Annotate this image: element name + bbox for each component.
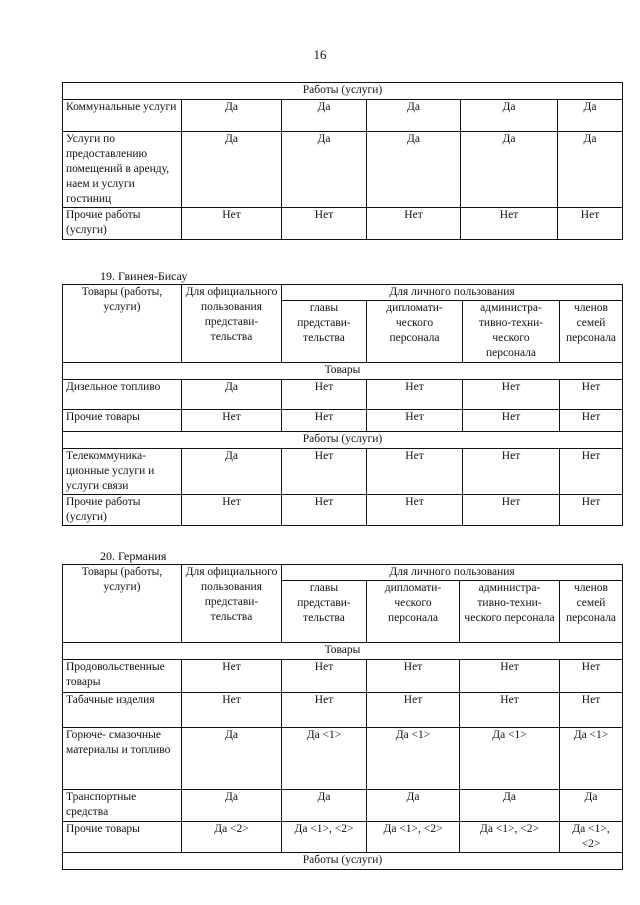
cell-diplomatic: Нет	[367, 410, 463, 432]
cell-official: Да	[182, 728, 282, 790]
row-label: Продовольственные товары	[63, 660, 182, 693]
row-label: Прочие работы (услуги)	[63, 208, 182, 240]
cell-family: Да	[558, 132, 623, 208]
cell-official: Да	[182, 449, 282, 495]
table-row	[63, 693, 623, 728]
cell-admin: Да <1>, <2>	[460, 822, 560, 853]
cell-diplomatic: Нет	[367, 693, 460, 728]
row-label: Услуги по предоставлению помещений в аренду, наем и услуги гостиниц	[63, 132, 182, 208]
cell-official: Да	[182, 380, 282, 410]
table-row	[63, 208, 623, 240]
cell-admin: Нет	[461, 208, 558, 240]
cell-head: Нет	[282, 495, 367, 526]
section-goods-header: Товары	[63, 643, 623, 660]
table-guinea-bissau	[62, 284, 623, 526]
cell-head: Да	[282, 132, 367, 208]
cell-head: Да <1>, <2>	[282, 822, 367, 853]
row-label: Коммунальные услуги	[63, 100, 182, 132]
table-row	[63, 380, 623, 410]
cell-family: Да	[560, 790, 623, 822]
header-head: главы представи- тельства	[282, 581, 367, 643]
section-works-header: Работы (услуги)	[63, 432, 623, 449]
header-personal: Для личного пользования	[282, 285, 623, 301]
header-official: Для официального пользования представи- тельства	[182, 285, 282, 363]
cell-admin: Нет	[463, 495, 560, 526]
table-row	[63, 410, 623, 432]
header-diplomatic: дипломати- ческого персонала	[367, 301, 463, 363]
cell-family: Нет	[560, 660, 623, 693]
cell-diplomatic: Да	[367, 132, 461, 208]
cell-diplomatic: Нет	[367, 660, 460, 693]
header-official: Для официального пользования представи- тельства	[182, 565, 282, 643]
cell-family: Нет	[560, 449, 623, 495]
cell-diplomatic: Нет	[367, 495, 463, 526]
table-row	[63, 495, 623, 526]
header-admin: администра- тивно-техни- ческого персонала	[460, 581, 560, 643]
cell-admin: Да	[461, 100, 558, 132]
row-label: Прочие товары	[63, 822, 182, 853]
row-label: Прочие товары	[63, 410, 182, 432]
header-row	[63, 565, 623, 581]
table-row	[63, 822, 623, 853]
header-goods: Товары (работы, услуги)	[63, 565, 182, 643]
cell-head: Нет	[282, 380, 367, 410]
section-caption-guinea-bissau: 19. Гвинея-Бисау	[100, 269, 188, 283]
cell-head: Да <1>	[282, 728, 367, 790]
cell-diplomatic: Нет	[367, 208, 461, 240]
cell-diplomatic: Нет	[367, 380, 463, 410]
header-diplomatic: дипломати- ческого персонала	[367, 581, 460, 643]
cell-family: Нет	[558, 208, 623, 240]
header-head: главы представи- тельства	[282, 301, 367, 363]
header-admin: администра- тивно-техни- ческого персонала	[463, 301, 560, 363]
row-label: Дизельное топливо	[63, 380, 182, 410]
cell-official: Нет	[182, 495, 282, 526]
cell-admin: Да <1>	[460, 728, 560, 790]
header-personal: Для личного пользования	[282, 565, 623, 581]
cell-diplomatic: Да	[367, 100, 461, 132]
cell-head: Да	[282, 790, 367, 822]
row-label: Прочие работы (услуги)	[63, 495, 182, 526]
header-goods: Товары (работы, услуги)	[63, 285, 182, 363]
section-goods-header: Товары	[63, 363, 623, 380]
cell-diplomatic: Да	[367, 790, 460, 822]
cell-family: Нет	[560, 495, 623, 526]
cell-admin: Нет	[463, 410, 560, 432]
cell-official: Нет	[182, 693, 282, 728]
row-label: Транспортные средства	[63, 790, 182, 822]
row-label: Горюче- смазочные материалы и топливо	[63, 728, 182, 790]
cell-official: Да <2>	[182, 822, 282, 853]
cell-head: Нет	[282, 449, 367, 495]
table-row	[63, 100, 623, 132]
cell-official: Да	[182, 790, 282, 822]
section-works-header: Работы (услуги)	[63, 853, 623, 870]
cell-official: Нет	[182, 660, 282, 693]
cell-diplomatic: Нет	[367, 449, 463, 495]
table-row	[63, 132, 623, 208]
cell-admin: Да	[460, 790, 560, 822]
cell-admin: Нет	[460, 693, 560, 728]
table-row	[63, 660, 623, 693]
cell-head: Нет	[282, 208, 367, 240]
cell-head: Да	[282, 100, 367, 132]
table-row	[63, 790, 623, 822]
cell-head: Нет	[282, 410, 367, 432]
cell-family: Нет	[560, 410, 623, 432]
row-label: Телекоммуника- ционные услуги и услуги связи	[63, 449, 182, 495]
cell-official: Нет	[182, 208, 282, 240]
cell-admin: Нет	[463, 380, 560, 410]
cell-family: Нет	[560, 693, 623, 728]
cell-official: Нет	[182, 410, 282, 432]
cell-diplomatic: Да <1>, <2>	[367, 822, 460, 853]
cell-official: Да	[182, 100, 282, 132]
cell-family: Нет	[560, 380, 623, 410]
cell-family: Да <1>, <2>	[560, 822, 623, 853]
table-row	[63, 449, 623, 495]
cell-admin: Нет	[460, 660, 560, 693]
cell-family: Да <1>	[560, 728, 623, 790]
cell-admin: Нет	[463, 449, 560, 495]
table-continuation	[62, 82, 623, 240]
table-row	[63, 728, 623, 790]
cell-family: Да	[558, 100, 623, 132]
row-label: Табачные изделия	[63, 693, 182, 728]
cell-admin: Да	[461, 132, 558, 208]
header-family: членов семей персонала	[560, 301, 623, 363]
table-germany	[62, 564, 623, 870]
cell-head: Нет	[282, 660, 367, 693]
cell-diplomatic: Да <1>	[367, 728, 460, 790]
section-works-header: Работы (услуги)	[63, 83, 623, 100]
header-row	[63, 285, 623, 301]
cell-official: Да	[182, 132, 282, 208]
section-caption-germany: 20. Германия	[100, 549, 167, 563]
page-number: 16	[313, 47, 327, 62]
cell-head: Нет	[282, 693, 367, 728]
header-family: членов семей персонала	[560, 581, 623, 643]
